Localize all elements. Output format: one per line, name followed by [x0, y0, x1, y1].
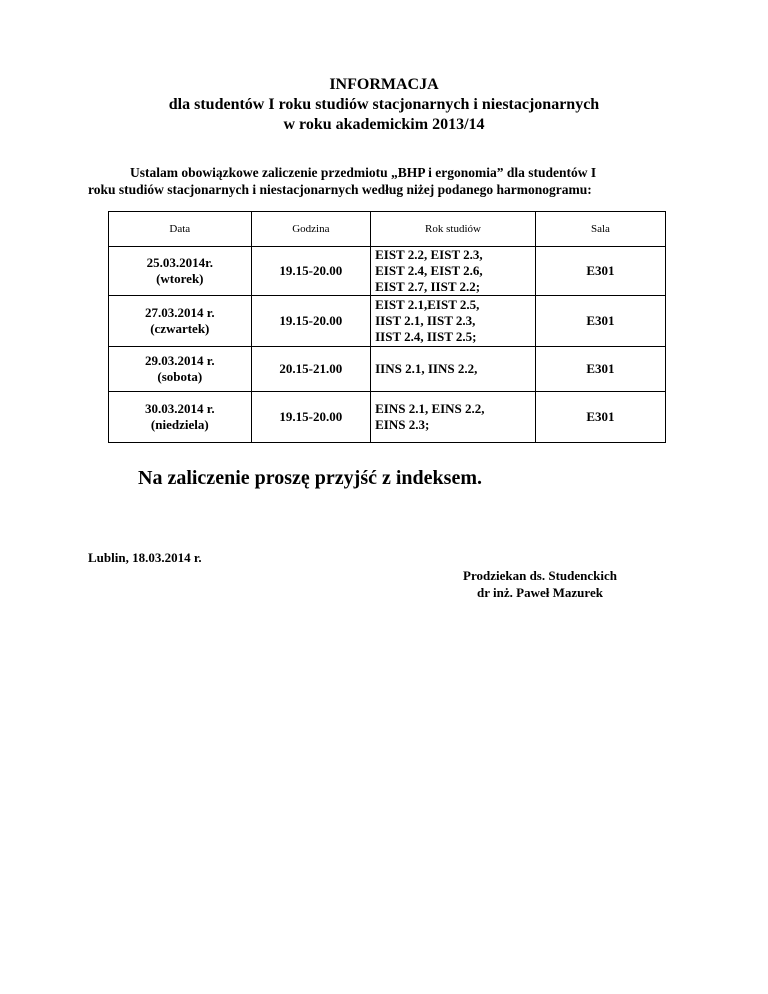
cell-years: [371, 392, 536, 443]
cell-room: E301: [535, 392, 665, 443]
cell-date: [109, 296, 252, 347]
date-text: 30.03.2014 r.: [145, 401, 215, 416]
date-text: 25.03.2014r.: [146, 255, 213, 270]
cell-hour: 19.15-20.00: [251, 296, 370, 347]
schedule-table: [108, 211, 666, 443]
cell-room: E301: [535, 296, 665, 347]
title-subheading: dla studentów I roku studiów stacjonarnych i niestacjonarnych: [168, 96, 600, 113]
table-row: [109, 347, 666, 392]
day-text: (sobota): [157, 369, 203, 384]
year-line: EIST 2.2, EIST 2.3,: [375, 247, 483, 262]
year-line: IIST 2.4, IIST 2.5;: [375, 329, 477, 344]
year-line: IIST 2.1, IIST 2.3,: [375, 313, 476, 328]
year-line: EINS 2.1, EINS 2.2,: [375, 401, 485, 416]
title-heading: INFORMACJA: [329, 76, 439, 93]
intro-line-1: Ustalam obowiązkowe zaliczenie przedmiotu „BHP i ergonomia” dla studentów I: [130, 165, 597, 180]
signature-name: dr inż. Paweł Mazurek: [477, 585, 603, 600]
year-line: EIST 2.4, EIST 2.6,: [375, 263, 483, 278]
cell-hour: 20.15-21.00: [251, 347, 370, 392]
header-room: Sala: [535, 212, 665, 247]
intro-line-2: roku studiów stacjonarnych i niestacjonarnych według niżej podanego harmonogramu:: [88, 182, 592, 197]
cell-years: [371, 247, 536, 296]
place-date: Lublin, 18.03.2014 r.: [88, 550, 202, 565]
cell-years: [371, 347, 536, 392]
cell-room: E301: [535, 247, 665, 296]
day-text: (niedziela): [150, 417, 209, 432]
cell-date: [109, 392, 252, 443]
year-line: IINS 2.1, IINS 2.2,: [375, 361, 478, 376]
title-academic-year: w roku akademickim 2013/14: [283, 116, 485, 133]
day-text: (czwartek): [150, 321, 210, 336]
table-row: [109, 296, 666, 347]
date-text: 27.03.2014 r.: [145, 305, 215, 320]
date-text: 29.03.2014 r.: [145, 353, 215, 368]
cell-years: [371, 296, 536, 347]
table-header-row: [109, 212, 666, 247]
cell-hour: 19.15-20.00: [251, 392, 370, 443]
year-line: EINS 2.3;: [375, 417, 430, 432]
cell-date: [109, 247, 252, 296]
header-hour: Godzina: [251, 212, 370, 247]
year-line: EIST 2.1,EIST 2.5,: [375, 297, 480, 312]
notice-text: Na zaliczenie proszę przyjść z indeksem.: [138, 467, 482, 489]
cell-room: E301: [535, 347, 665, 392]
signature-block: [440, 567, 640, 601]
cell-date: [109, 347, 252, 392]
day-text: (wtorek): [156, 271, 204, 286]
signature-title: Prodziekan ds. Studenckich: [463, 568, 617, 583]
document-title: [0, 75, 768, 135]
intro-paragraph: [88, 164, 688, 198]
table-row: [109, 392, 666, 443]
year-line: EIST 2.7, IIST 2.2;: [375, 279, 481, 294]
cell-hour: 19.15-20.00: [251, 247, 370, 296]
header-year: Rok studiów: [371, 212, 536, 247]
header-date: Data: [109, 212, 252, 247]
table-row: [109, 247, 666, 296]
